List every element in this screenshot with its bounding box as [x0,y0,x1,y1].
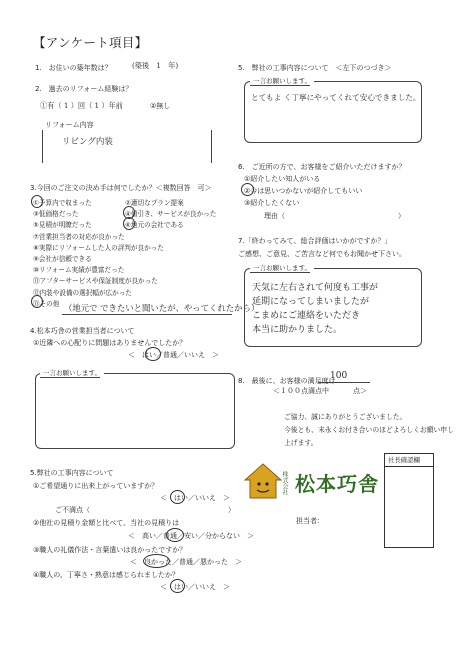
q3-option-3: ③低価格だった [33,210,79,219]
q7-tab-underline [250,272,310,273]
q5-sub4-choices: ＜ はい／いいえ ＞ [160,583,230,591]
confirm-label: 社長確認欄 [388,456,420,464]
q5b-request-tab: 一言お願いします。 [250,76,314,85]
q3-option-11: ⑪アフターサービスや保証制度が良かった [33,277,158,286]
q5-dissatisfied-close: ） [228,506,235,514]
q3-option-1: ①予算内で収まった [33,199,92,207]
company-type: 株式会社 [281,471,288,495]
q6-label: 6. ご近所の方で、お客様をご紹介いただけますか？ [238,163,406,171]
q4-label: 4.松本巧舎の営業担当者について [30,327,135,335]
company-logo [243,462,379,502]
q2-content-label: リフォーム内容 [45,121,94,129]
q7-answer-line-2: 延期になってしまいましたが [252,297,370,307]
q6-reason-close: ） [398,212,405,220]
q1-answer: (築後 1 年) [132,61,179,70]
q5-sub2-choices: ＜ 高い／普通／安い／分からない ＞ [128,532,254,540]
q3-option-4: ④値引き、サービスが良かった [125,210,217,219]
q4-comment-box [35,373,235,449]
q5-sub1: ①ご希望通りに出来上がっていますか？ [33,482,159,490]
q5-sub3-circle [143,554,170,568]
q3-option-8: ⑧実際にリフォームした人の評判が良かった [33,243,164,252]
q3-option-5: ⑤見積が明瞭だった [33,221,92,230]
q7-answer-line-4: 本当に助かりました。 [252,325,343,335]
page-title: 【アンケート項目】 [33,35,148,50]
q3-other-answer: （地元で できたいと聞いたが、やってくれたから） [64,303,260,313]
q7-answer-line-3: こまめにご連絡をいただき [252,311,361,321]
thanks-line-3: 上げます。 [284,439,318,447]
q8-answer: 100 [330,371,348,381]
q3-option-6: ⑥地元の会社である [125,221,184,230]
q7-sub: ご感想、ご意見、ご苦言など何でもお聞かせ下さい。 [238,250,406,258]
q7-answer-line-1: 天気に左右されて何度も工事が [252,283,379,293]
q5b-label: 5. 弊社の工事内容について ＜左下のつづき＞ [238,64,392,72]
q5-sub3: ③職人の礼儀作法・言葉遣いは良かったですか？ [33,546,187,554]
q3-circle-13 [31,295,43,308]
q6-option-2: ②今は思いつかないが紹介してもいい [244,187,363,195]
q5-sub3-choices: ＜ 良かった／普通／悪かった ＞ [130,558,242,566]
q6-option-3: ③紹介したくない [244,199,300,207]
q3-option-12: ⑫内装や設備の選択幅が広かった [33,288,132,297]
house-logo-icon [243,462,283,500]
q5-sub1-circle [170,490,185,504]
q5b-answer: とてもよ く丁寧にやってくれて安心できました。 [251,93,421,102]
q2-label: 2. 過去のリフォーム経験は？ [35,85,133,93]
thanks-line-1: ご協力、誠にありがとうございました。 [284,413,407,421]
q2-option-no: ②無し [150,102,171,110]
q3-option-10: ⑩リフォーム実績が豊富だった [33,266,125,275]
q2-content-answer: リビング内装 [62,137,113,147]
q6-answer-circle [241,183,254,196]
q5-sub4: ④職人の、丁寧さ・熟意は感じられましたか？ [33,571,179,579]
q4-request-tab: 一言お願いします。 [40,368,104,377]
q5-sub1-choices: ＜ はい／いいえ ＞ [160,494,230,502]
q3-option-9: ⑨会社が信頼できる [33,255,92,263]
q7-label: 7.「終わってみて、総合評価はいかがですか？」 [238,237,392,245]
q6-option-1: ①紹介したい知人がいる [244,175,321,183]
q5-sub2-circle [166,528,184,542]
q7-request-tab: 一言お願いします。 [250,263,314,272]
q3-option-2: ②適切なプラン提案 [125,199,184,207]
confirm-box [384,453,434,548]
q3-label: 3.今回のご注文の決め手は何でしたか？＜複数回答 可＞ [30,184,212,192]
q3-option-7: ⑦営業担当者の対応が良かった [33,232,125,241]
q5b-tab-underline [250,85,310,86]
q5-sub4-circle [170,579,185,593]
q8-scale: ＜１００点満点中 [273,387,329,395]
q3-other-line [62,314,232,315]
staff-label: 担当者： [296,517,324,525]
q8-label: 8. 最後に、お客様の満足度は [238,377,336,385]
q3-option-13: ⑬その他 [33,299,60,308]
q4-answer-circle [145,347,161,361]
q4-sub1: ①近隣への心配りに問題はありませんでしたか？ [33,339,187,347]
q5-sub2: ②他社の見積り金額と比べて、当社の見積りは [33,519,180,527]
q3-circle-1 [31,195,43,208]
q5b-comment-box [244,81,422,143]
q5-dissatisfied: ご不満点（ [55,506,90,514]
q8-answer-line [318,382,370,383]
q2-option-yes: ①有（ 1 ）回（ 1 ）年前 [40,101,123,110]
q4-sub1-choices: ＜ はい／普通／いいえ ＞ [128,351,219,359]
q8-unit: 点＞ [353,387,367,395]
company-name: 松本巧舎 [295,472,379,496]
q6-reason-label: 理由（ [264,212,285,220]
q3-circle-4 [123,206,135,219]
thanks-line-2: 今後とも、末永くお付き合いのほどよろしくお願い申し [284,426,454,434]
q4-tab-underline [40,377,100,378]
q1-label: 1. お住いの築年数は？ [35,64,112,72]
q5-label: 5.弊社の工事内容について [30,469,114,477]
